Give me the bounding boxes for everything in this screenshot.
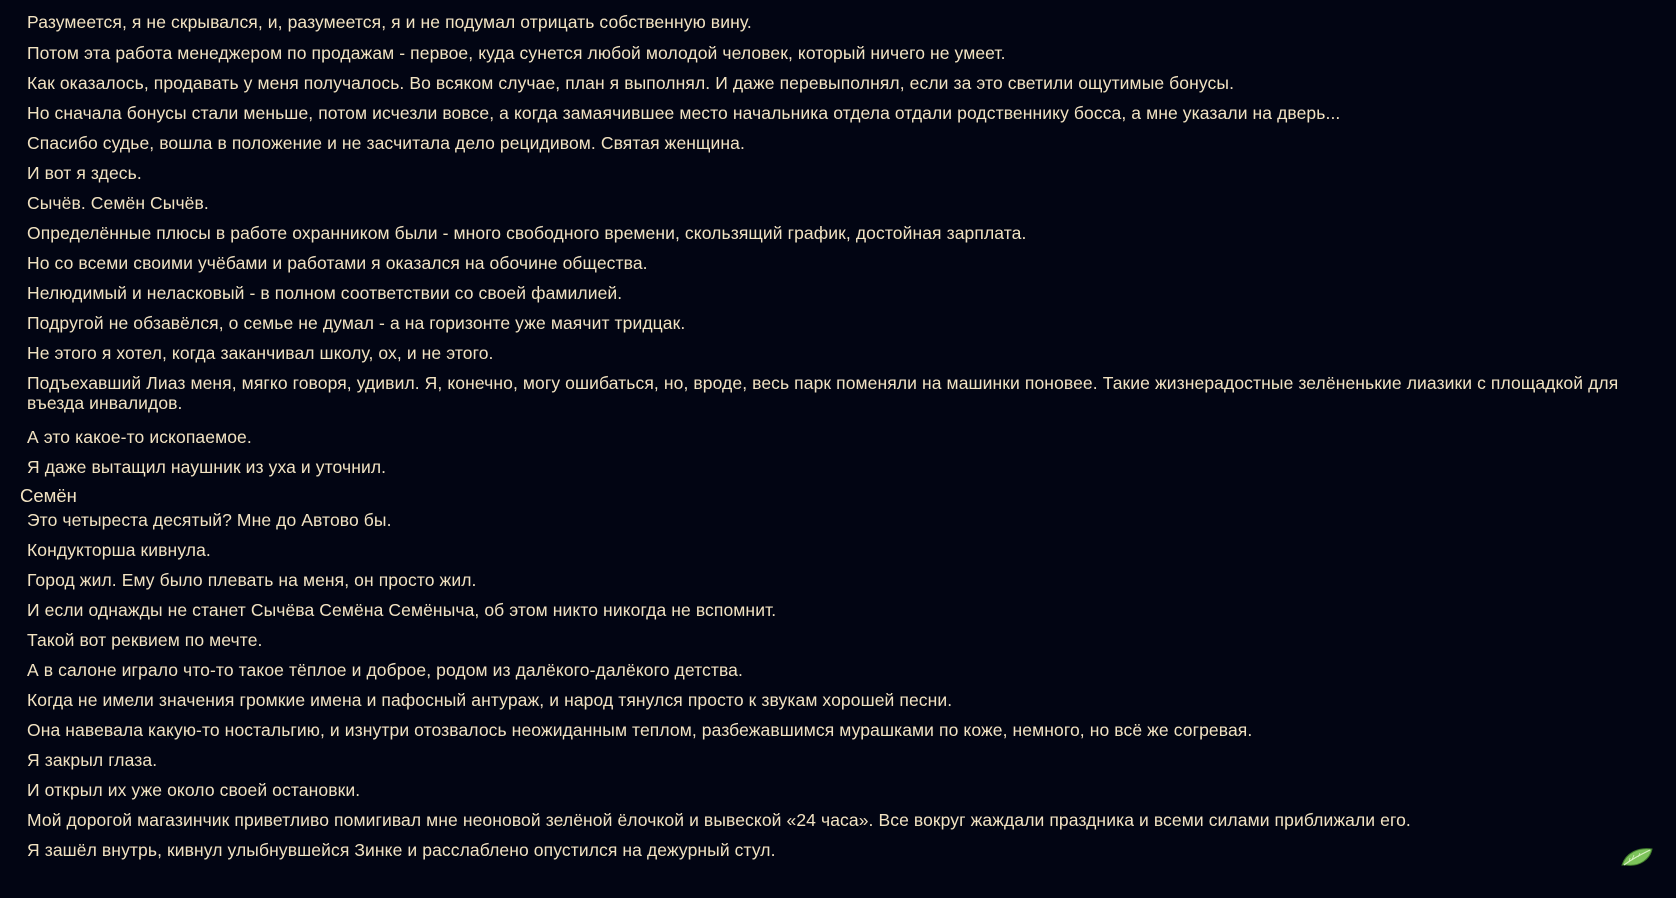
history-line: Но со всеми своими учёбами и работами я оказался на обочине общества. — [27, 253, 648, 273]
history-line: Не этого я хотел, когда заканчивал школу, ох, и не этого. — [27, 343, 494, 363]
history-line: Когда не имели значения громкие имена и пафосный антураж, и народ тянулся просто к звукам хорошей песни. — [27, 690, 953, 710]
history-line: Но сначала бонусы стали меньше, потом исчезли вовсе, а когда замаячившее место начальника отдела отдали родственнику босса, а мне указали на дверь... — [27, 103, 1341, 123]
history-line: Я зашёл внутрь, кивнул улыбнувшейся Зинке и расслаблено опустился на дежурный стул. — [27, 840, 776, 860]
history-line: Нелюдимый и неласковый - в полном соответствии со своей фамилией. — [27, 283, 623, 303]
history-line: А это какое-то ископаемое. — [27, 427, 252, 447]
history-line: Потом эта работа менеджером по продажам - первое, куда сунется любой молодой человек, который ничего не умеет. — [27, 43, 1006, 63]
history-line: Сычёв. Семён Сычёв. — [27, 193, 209, 213]
history-line: Определённые плюсы в работе охранником были - много свободного времени, скользящий график, достойная зарплата. — [27, 223, 1027, 243]
history-line: Такой вот реквием по мечте. — [27, 630, 263, 650]
history-line: Я даже вытащил наушник из уха и уточнил. — [27, 457, 387, 477]
history-line: И если однажды не станет Сычёва Семёна Семёныча, об этом никто никогда не вспомнит. — [27, 600, 777, 620]
history-line: Спасибо судье, вошла в положение и не засчитала дело рецидивом. Святая женщина. — [27, 133, 745, 153]
history-line: Подъехавший Лиаз меня, мягко говоря, удивил. Я, конечно, могу ошибаться, но, вроде, весь парк поменяли на машинки поновее. Такие жизнерадостные зелёненькие лиазики с площадкой для въезда инвалидов. — [27, 373, 1619, 413]
history-line: Разумеется, я не скрывался, и, разумеется, я и не подумал отрицать собственную вину. — [27, 12, 752, 32]
history-line: И открыл их уже около своей остановки. — [27, 780, 361, 800]
history-line: И вот я здесь. — [27, 163, 142, 183]
history-line: Это четыреста десятый? Мне до Автово бы. — [27, 510, 392, 530]
leaf-icon — [1620, 845, 1654, 869]
history-line: Подругой не обзавёлся, о семье не думал - а на горизонте уже маячит тридцак. — [27, 313, 686, 333]
history-line: А в салоне играло что-то такое тёплое и доброе, родом из далёкого-далёкого детства. — [27, 660, 743, 680]
history-line: Как оказалось, продавать у меня получалось. Во всяком случае, план я выполнял. И даже перевыполнял, если за это светили ощутимые бонусы. — [27, 73, 1235, 93]
history-line: Она навевала какую-то ностальгию, и изнутри отозвалось неожиданным теплом, разбежавшимся мурашками по коже, немного, но всё же согревая. — [27, 720, 1253, 740]
return-button[interactable] — [1620, 845, 1654, 869]
history-line: Я закрыл глаза. — [27, 750, 158, 770]
history-line: Кондукторша кивнула. — [27, 540, 211, 560]
speaker-name: Семён — [20, 485, 77, 506]
history-line: Город жил. Ему было плевать на меня, он просто жил. — [27, 570, 477, 590]
history-line: Мой дорогой магазинчик приветливо помигивал мне неоновой зелёной ёлочкой и вывеской «24 часа». Все вокруг жаждали праздника и всеми силами приближали его. — [27, 810, 1411, 830]
